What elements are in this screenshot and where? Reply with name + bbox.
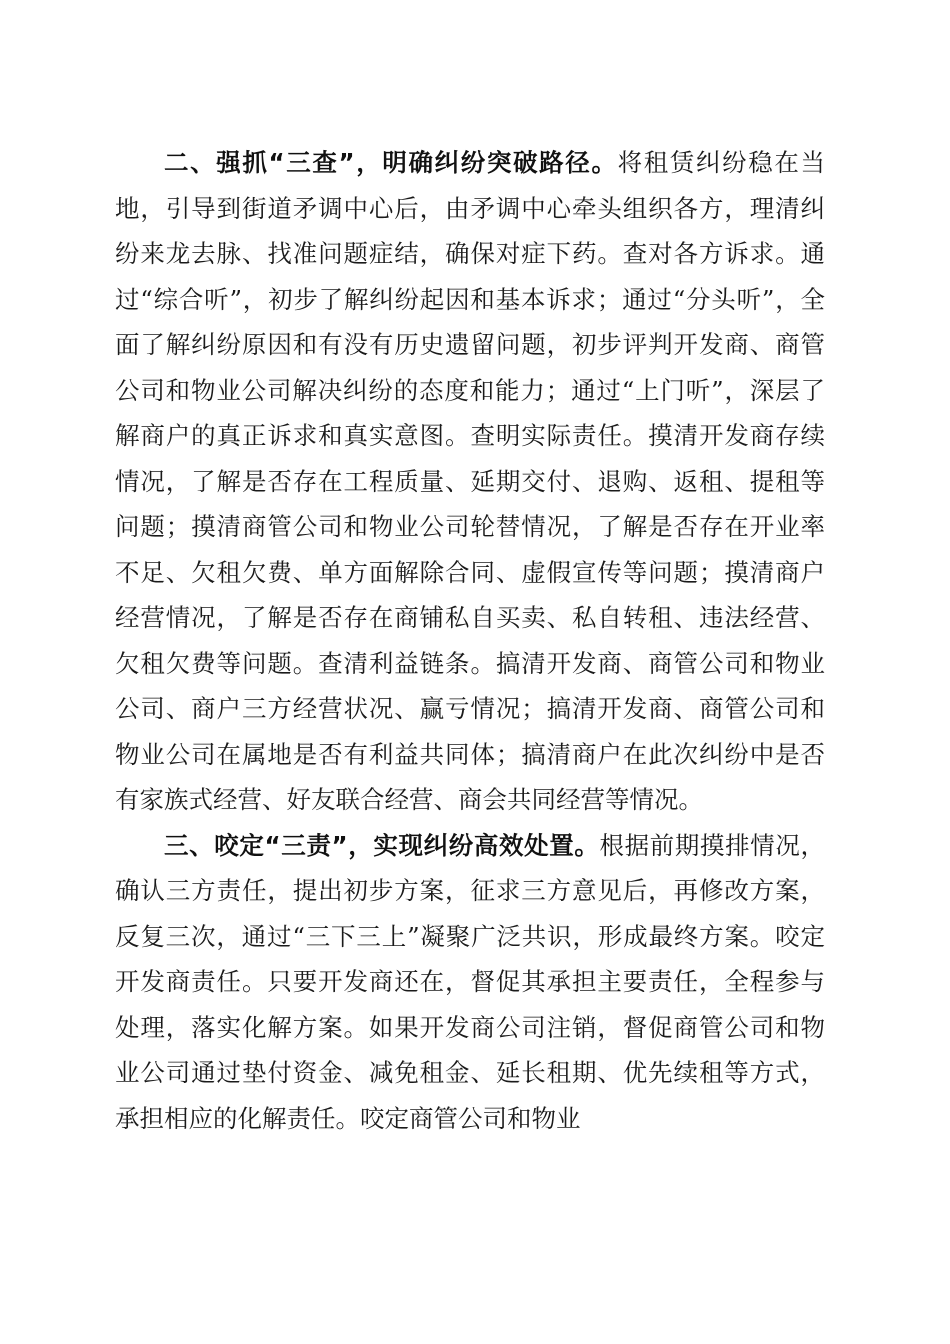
paragraph-section-two	[115, 140, 825, 823]
section-three-heading: 三、咬定“三责”，实现纠纷高效处置。	[164, 830, 600, 860]
section-two-heading: 二、强抓“三查”，明确纠纷突破路径。	[164, 148, 618, 177]
document-body	[115, 140, 825, 1141]
section-three-body: 根据前期摸排情况，确认三方责任，提出初步方案，征求三方意见后，再修改方案，反复三次，通过“三下三上”凝聚广泛共识，形成最终方案。咬定开发商责任。只要开发商还在，督促其承担主要责任，全程参与处理，落实化解方案。如果开发商公司注销，督促商管公司和物业公司通过垫付资金、减免租金、延长租期、优先续租等方式，承担相应的化解责任。咬定商管公司和物业	[115, 830, 826, 1133]
paragraph-section-three	[115, 823, 825, 1142]
section-two-body: 将租赁纠纷稳在当地，引导到街道矛调中心后，由矛调中心牵头组织各方，理清纠纷来龙去脉、找准问题症结，确保对症下药。查对各方诉求。通过“综合听”，初步了解纠纷起因和基本诉求；通过“分头听”，全面了解纠纷原因和有没有历史遗留问题，初步评判开发商、商管公司和物业公司解决纠纷的态度和能力；通过“上门听”，深层了解商户的真正诉求和真实意图。查明实际责任。摸清开发商存续情况，了解是否存在工程质量、延期交付、退购、返租、提租等问题；摸清商管公司和物业公司轮替情况，了解是否存在开业率不足、欠租欠费、单方面解除合同、虚假宣传等问题；摸清商户经营情况，了解是否存在商铺私自买卖、私自转租、违法经营、欠租欠费等问题。查清利益链条。搞清开发商、商管公司和物业公司、商户三方经营状况、赢亏情况；搞清开发商、商管公司和物业公司在属地是否有利益共同体；搞清商户在此次纠纷中是否有家族式经营、好友联合经营、商会共同经营等情况。	[115, 148, 826, 814]
